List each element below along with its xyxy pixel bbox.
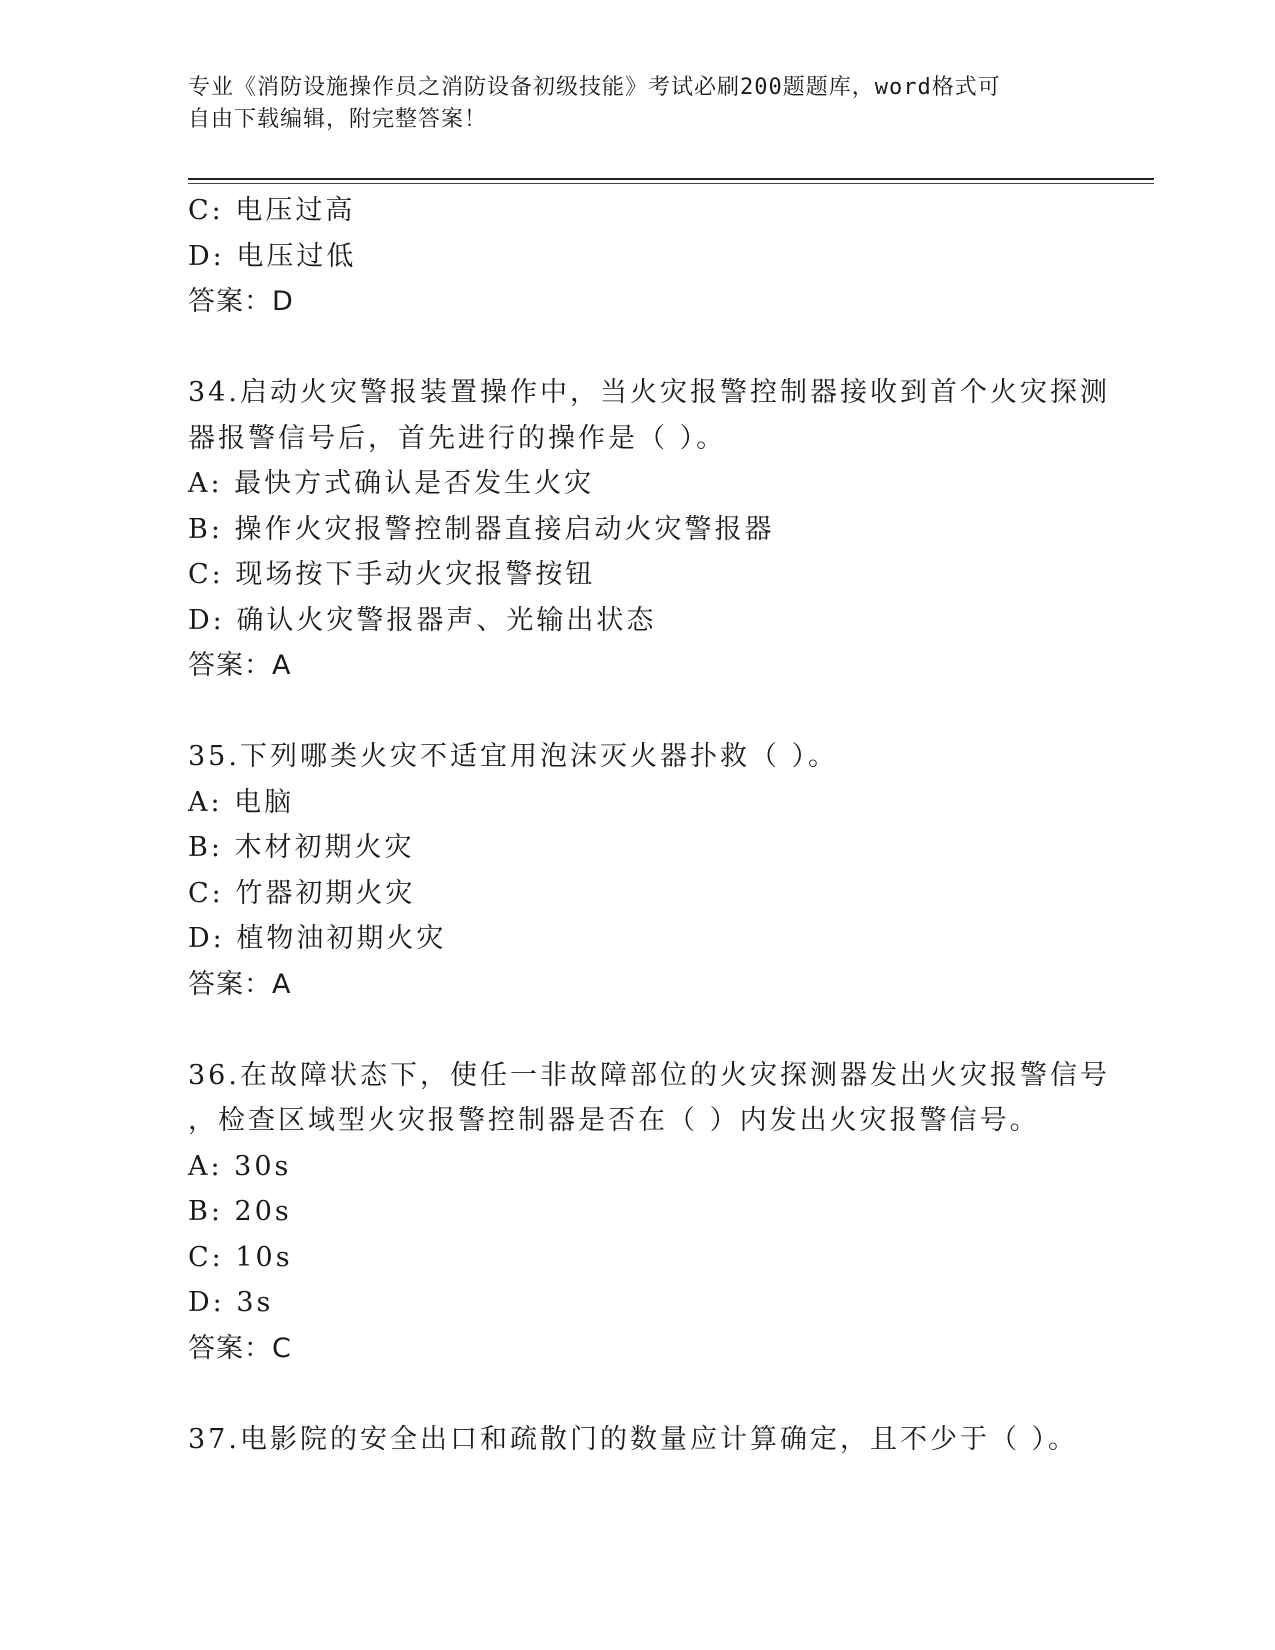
q34-stem-line-2: 器报警信号后，首先进行的操作是（ ）。 [188, 422, 727, 454]
q35-option-d: D: 植物油初期火灾 [188, 923, 447, 954]
header-rule-thin [188, 183, 1154, 184]
header-rule [188, 178, 1154, 180]
prev-option-c: C: 电压过高 [188, 195, 356, 226]
question-35 [188, 734, 1088, 1007]
q37-stem-line-1: 37.电影院的安全出口和疏散门的数量应计算确定，且不少于（ ）。 [188, 1423, 1079, 1455]
q36-answer: 答案：C [188, 1332, 292, 1364]
q36-option-d: D: 3s [188, 1287, 274, 1318]
header-line-2: 自由下载编辑，附完整答案！ [188, 107, 488, 132]
q34-answer: 答案：A [188, 650, 292, 681]
q34-option-d: D: 确认火灾警报器声、光输出状态 [188, 604, 657, 636]
spacer [188, 1007, 1088, 1053]
q34-option-b: B: 操作火灾报警控制器直接启动火灾警报器 [188, 513, 775, 545]
spacer [188, 689, 1088, 735]
q36-stem-line-2: ，检查区域型火灾报警控制器是否在（ ）内发出火灾报警信号。 [188, 1105, 1040, 1136]
header-line-1: 专业《消防设施操作员之消防设备初级技能》考试必刷200题题库，word格式可 [188, 75, 1001, 100]
q36-stem-line-1: 36.在故障状态下，使任一非故障部位的火灾探测器发出火灾报警信号 [188, 1059, 1110, 1091]
question-37 [188, 1417, 1088, 1463]
prev-answer: 答案：D [188, 286, 294, 317]
spacer [188, 325, 1088, 371]
q35-stem-line-1: 35.下列哪类火灾不适宜用泡沫灭火器扑救（ ）。 [188, 741, 839, 772]
q34-option-a: A: 最快方式确认是否发生火灾 [188, 468, 595, 499]
q36-option-b: B: 20s [188, 1196, 292, 1227]
q35-option-c: C: 竹器初期火灾 [188, 877, 416, 909]
q35-option-b: B: 木材初期火灾 [188, 832, 415, 863]
prev-option-d: D: 电压过低 [188, 240, 357, 272]
question-list [188, 188, 1110, 1462]
q34-stem-line-1: 34.启动火灾警报装置操作中，当火灾报警控制器接收到首个火灾探测 [188, 377, 1110, 408]
question-36 [188, 1053, 1110, 1372]
page-header [188, 72, 1088, 136]
q34-option-c: C: 现场按下手动火灾报警按钮 [188, 559, 596, 590]
spacer [188, 1371, 1088, 1417]
q36-option-a: A: 30s [188, 1150, 292, 1182]
q35-option-a: A: 电脑 [188, 786, 295, 818]
question-34 [188, 370, 1110, 689]
q35-answer: 答案：A [188, 968, 292, 1000]
q36-option-c: C: 10s [188, 1241, 293, 1273]
